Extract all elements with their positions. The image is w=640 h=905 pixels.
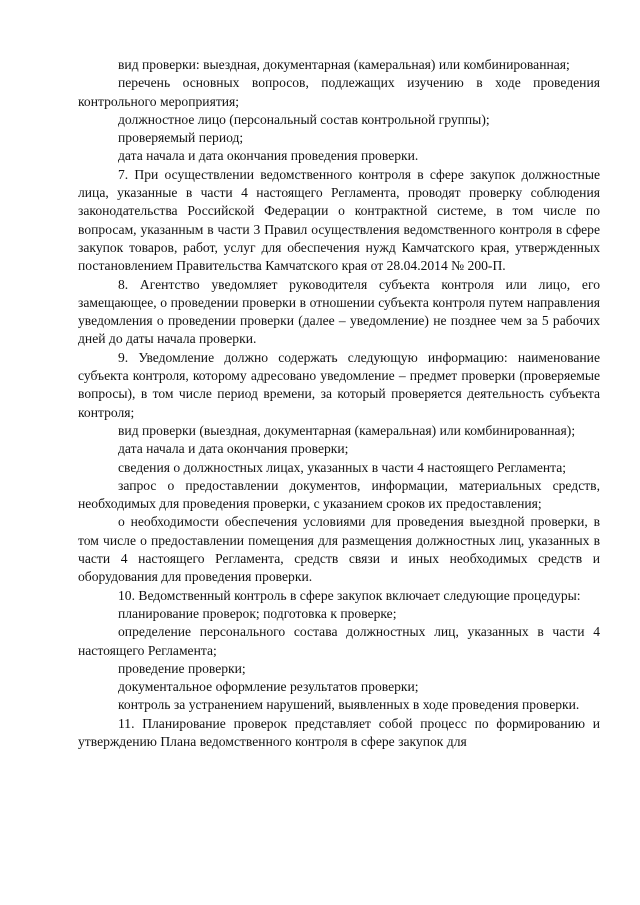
paragraph: определение персонального состава должностных лиц, указанных в части 4 настоящего Регламента; bbox=[78, 624, 600, 658]
paragraph: сведения о должностных лицах, указанных в части 4 настоящего Регламента; bbox=[118, 459, 567, 475]
paragraph: перечень основных вопросов, подлежащих изучению в ходе проведения контрольного мероприятия; bbox=[78, 75, 600, 109]
paragraph: вид проверки: выездная, документарная (камеральная) или комбинированная; bbox=[118, 57, 570, 72]
paragraph: запрос о предоставлении документов, информации, материальных средств, необходимых для проведения проверки, с указанием сроков их предоставления; bbox=[78, 477, 600, 512]
paragraph: о необходимости обеспечения условиями для проведения выездной проверки, в том числе о предоставлении помещения для размещения должностных лиц, указанных в части 4 настоящего Регламента, средств связи и иных необходимых средств и оборудования для проведения проверки. bbox=[78, 514, 600, 585]
paragraph: вид проверки (выездная, документарная (камеральная) или комбинированная); bbox=[118, 422, 576, 438]
paragraph: контроль за устранением нарушений, выявленных в ходе проведения проверки. bbox=[118, 697, 580, 713]
paragraph: документальное оформление результатов проверки; bbox=[118, 679, 419, 695]
paragraph: дата начала и дата окончания проверки; bbox=[118, 441, 349, 457]
paragraph: 8. Агентство уведомляет руководителя субъекта контроля или лицо, его замещающее, о проведении проверки в отношении субъекта контроля путем направления уведомления о проведении проверки (далее – уведомление) не позднее чем за 5 рабочих дней до даты начала проверки. bbox=[78, 276, 600, 347]
paragraph: 11. Планирование проверок представляет собой процесс по формированию и утверждению Плана ведомственного контроля в сфере закупок для bbox=[78, 715, 600, 749]
paragraph: 10. Ведомственный контроль в сфере закупок включает следующие процедуры: bbox=[118, 587, 581, 603]
paragraph: 7. При осуществлении ведомственного контроля в сфере закупок должностные лица, указанные в части 4 настоящего Регламента, проводят проверку соблюдения законодательства Российской Федерации о контрактной системе, в том числе по вопросам, указанным в части 3 Правил осуществления ведомственного контроля в сфере закупок товаров, работ, услуг для обеспечения нужд Камчатского края, утвержденных постановлением Правительства Камчатского края от 28.04.2014 № 200-П. bbox=[78, 166, 600, 274]
paragraph: должностное лицо (персональный состав контрольной группы); bbox=[118, 111, 490, 127]
paragraph: проведение проверки; bbox=[118, 660, 246, 676]
document-page bbox=[78, 56, 600, 751]
paragraph: проверяемый период; bbox=[118, 130, 244, 146]
paragraph: 9. Уведомление должно содержать следующую информацию: наименование субъекта контроля, которому адресовано уведомление – предмет проверки (проверяемые вопросы), в том числе период времени, за который проверяется деятельность субъекта контроля; bbox=[78, 349, 600, 420]
paragraph: планирование проверок; подготовка к проверке; bbox=[118, 605, 397, 621]
paragraph: дата начала и дата окончания проведения проверки. bbox=[118, 148, 419, 164]
